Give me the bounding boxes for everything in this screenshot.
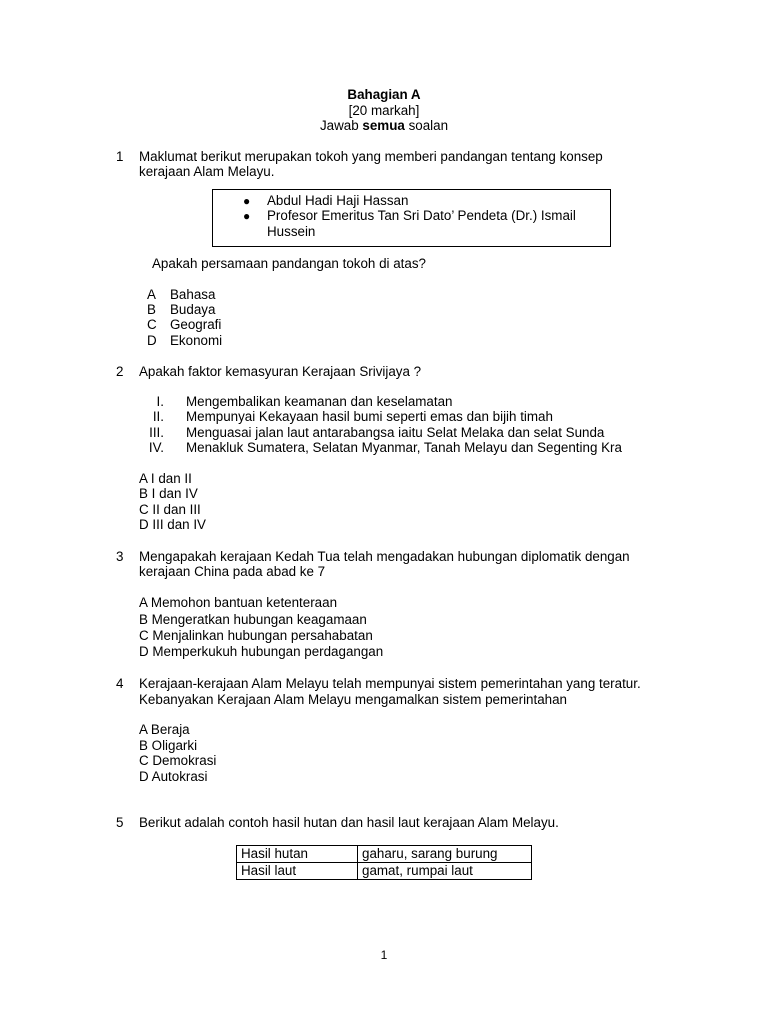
resource-table [236, 845, 532, 880]
question-number: 5 [116, 815, 124, 830]
question-stem-line: Apakah faktor kemasyuran Kerajaan Srivijaya ? [139, 364, 422, 379]
option: A Beraja [139, 722, 190, 737]
question-stem-line: Maklumat berikut merupakan tokoh yang memberi pandangan tentang konsep [139, 149, 603, 164]
option: B I dan IV [139, 486, 198, 501]
box-item: Abdul Hadi Haji Hassan [267, 193, 409, 208]
question-stem-line: Kebanyakan Kerajaan Alam Melayu mengamalkan sistem pemerintahan [139, 692, 567, 707]
option: A I dan II [139, 471, 192, 486]
question-stem-line: Kerajaan-kerajaan Alam Melayu telah mempunyai sistem pemerintahan yang teratur. [139, 676, 641, 691]
statement-text: Menguasai jalan laut antarabangsa iaitu Selat Melaka dan selat Sunda [186, 425, 605, 440]
option-text: Budaya [170, 302, 216, 317]
option-letter: B [147, 302, 156, 317]
statement-roman: II. [152, 409, 164, 424]
question-number: 2 [116, 364, 124, 379]
instruction-suffix: soalan [404, 118, 449, 133]
instruction-bold: semua [362, 118, 405, 133]
question-stem-line: Berikut adalah contoh hasil hutan dan hasil laut kerajaan Alam Melayu. [139, 815, 559, 830]
option: D III dan IV [139, 517, 206, 532]
option: C Demokrasi [139, 753, 217, 768]
table-cell: gaharu, sarang burung [358, 846, 532, 863]
table-row [237, 863, 532, 880]
statement-text: Menakluk Sumatera, Selatan Myanmar, Tanah Melayu dan Segenting Kra [186, 440, 622, 455]
question-number: 4 [116, 676, 124, 691]
option: D Memperkukuh hubungan perdagangan [139, 644, 384, 659]
statement-text: Mengembalikan keamanan dan keselamatan [186, 394, 453, 409]
table-cell: Hasil laut [237, 863, 358, 880]
option: C II dan III [139, 502, 201, 517]
question-number: 3 [116, 549, 124, 564]
statement-roman: IV. [148, 440, 164, 455]
question-stem-line: Mengapakah kerajaan Kedah Tua telah mengadakan hubungan diplomatik dengan [139, 549, 630, 564]
instruction-prefix: Jawab [319, 118, 363, 133]
question-stem-line: kerajaan China pada abad ke 7 [139, 564, 326, 579]
box-item: Profesor Emeritus Tan Sri Dato’ Pendeta (Dr.) Ismail [267, 208, 576, 223]
marks-label: [20 markah] [348, 103, 420, 118]
statement-roman: I. [156, 394, 164, 409]
option: D Autokrasi [139, 769, 208, 784]
option-text: Ekonomi [170, 333, 223, 348]
table-cell: Hasil hutan [237, 846, 358, 863]
question-stem-line: kerajaan Alam Melayu. [139, 164, 275, 179]
table-cell: gamat, rumpai laut [358, 863, 532, 880]
bullet-icon: ● [243, 209, 251, 223]
option-text: Geografi [170, 317, 222, 332]
sub-question: Apakah persamaan pandangan tokoh di atas? [152, 256, 426, 271]
page-number: 1 [380, 948, 388, 962]
section-title: Bahagian A [347, 87, 421, 102]
option-text: Bahasa [170, 287, 216, 302]
table-row [237, 846, 532, 863]
option-letter: C [147, 317, 157, 332]
statement-roman: III. [149, 425, 164, 440]
option: C Menjalinkan hubungan persahabatan [139, 628, 373, 643]
option: A Memohon bantuan ketenteraan [139, 595, 338, 610]
option: B Mengeratkan hubungan keagamaan [139, 612, 367, 627]
option-letter: D [147, 333, 157, 348]
question-number: 1 [116, 149, 124, 164]
box-item: Hussein [267, 224, 316, 239]
option: B Oligarki [139, 738, 198, 753]
option-letter: A [147, 287, 156, 302]
instruction [0, 118, 768, 134]
bullet-icon: ● [243, 194, 251, 208]
statement-text: Mempunyai Kekayaan hasil bumi seperti emas dan bijih timah [186, 409, 553, 424]
